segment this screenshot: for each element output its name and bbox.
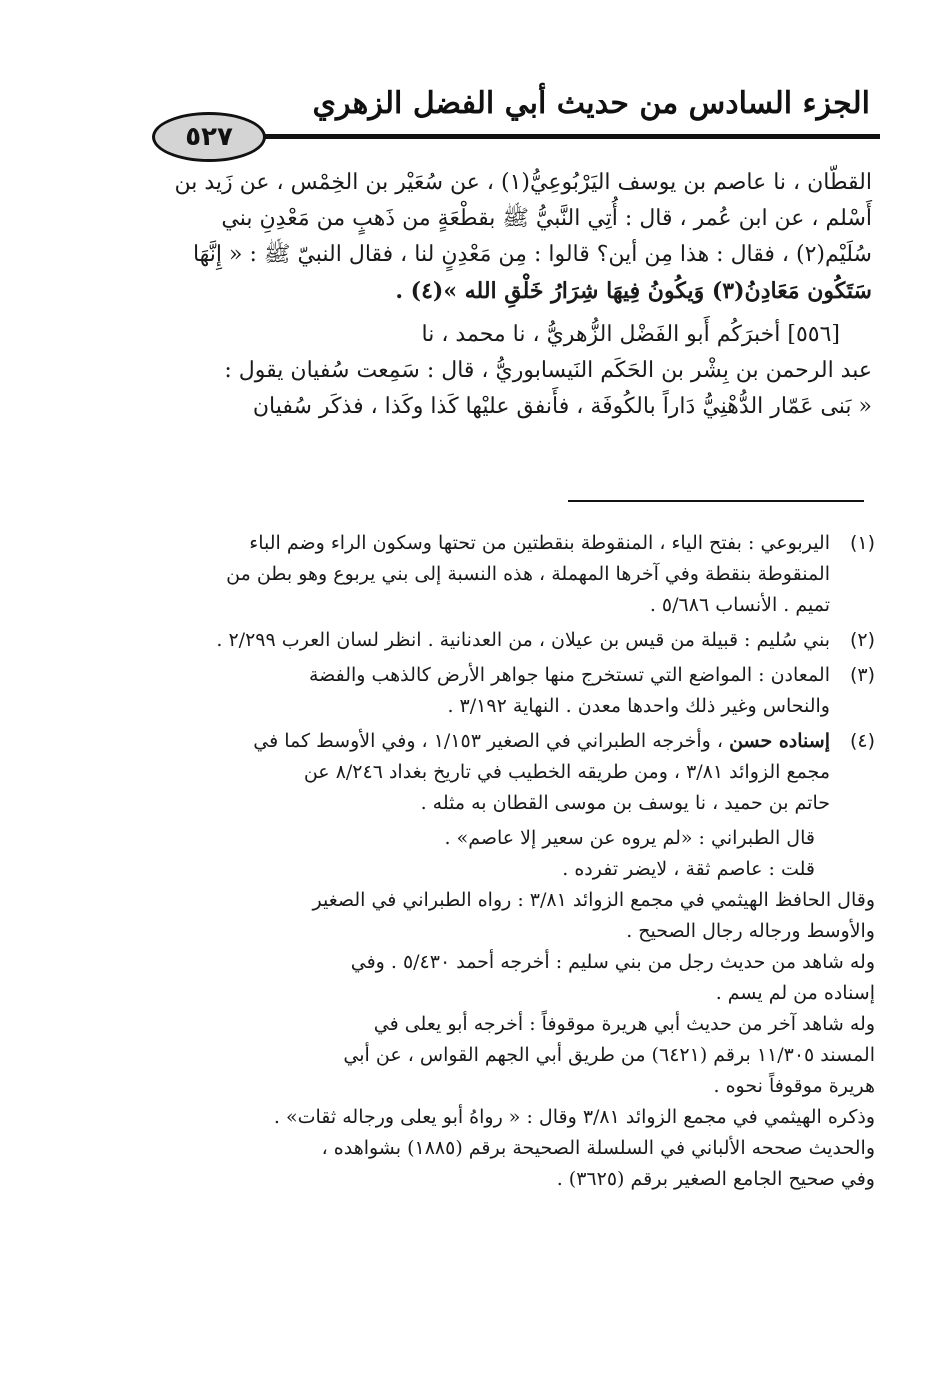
footnote-line: وقال الحافظ الهيثمي في مجمع الزوائد ٣/٨١ : رواه الطبراني في الصغير — [312, 889, 875, 911]
main-line: أَسْلم ، عن ابن عُمر ، قال : أُتِي النَّبيُّ ﷺ بقطْعَةٍ من ذَهبٍ من مَعْدِنِ بني — [221, 206, 872, 231]
footnote-line: إسناده من لم يسم . — [715, 982, 875, 1004]
footnote-line: والنحاس وغير ذلك واحدها معدن . النهاية ٣/١٩٢ . — [447, 695, 830, 717]
grading-label: إسناده حسن — [729, 730, 830, 752]
footnote-3 — [150, 660, 875, 722]
footnote-line: مجمع الزوائد ٣/٨١ ، ومن طريقه الخطيب في تاريخ بغداد ٨/٢٤٦ عن — [303, 761, 830, 783]
footnote-line: حاتم بن حميد ، نا يوسف بن موسى القطان به مثله . — [420, 792, 830, 814]
footnote-line: وفي صحيح الجامع الصغير برقم (٣٦٢٥) . — [556, 1168, 875, 1190]
header-rule — [250, 134, 880, 139]
footnote-number: (٣) — [849, 664, 875, 686]
footnote-line: وذكره الهيثمي في مجمع الزوائد ٣/٨١ وقال : « رواهُ أبو يعلى ورجاله ثقات» . — [273, 1106, 875, 1128]
footnote-line — [150, 726, 830, 757]
footnote-line: المنقوطة بنقطة وفي آخرها المهملة ، هذه النسبة إلى بني يربوع وهو بطن من — [226, 563, 830, 585]
hadith-556-line: [٥٥٦] أخبرَكُم أَبو الفَضْل الزُّهريُّ ، نا محمد ، نا — [421, 322, 840, 347]
hadith-556-line: « بَنى عَمّار الدُّهْنِيُّ دَاراً بالكُوفَة ، فأَنفق عليْها كَذا وكَذا ، فذكَر سُفيان — [252, 394, 872, 419]
footnote-line: اليربوعي : بفتح الياء ، المنقوطة بنقطتين من تحتها وسكون الراء وضم الباء — [249, 532, 830, 554]
footnote-line: تميم . الأنساب ٥/٦٨٦ . — [649, 594, 830, 616]
footnote-line: وله شاهد من حديث رجل من بني سليم : أخرجه أحمد ٥/٤٣٠ . وفي — [350, 951, 875, 973]
footnote-4 — [150, 726, 875, 819]
footnote-2 — [150, 625, 875, 656]
footnote-divider — [568, 500, 864, 502]
footnote-1 — [150, 528, 875, 621]
footnote-line: المعادن : المواضع التي تستخرج منها جواهر الأرض كالذهب والفضة — [308, 664, 830, 686]
footnote-number: (٤) — [849, 730, 875, 752]
footnote-line: والحديث صححه الألباني في السلسلة الصحيحة برقم (١٨٨٥) بشواهده ، — [321, 1137, 875, 1159]
footnote-line: بني سُليم : قبيلة من قيس بن عيلان ، من العدنانية . انظر لسان العرب ٢/٢٩٩ . — [216, 629, 830, 651]
footnote-line: قال الطبراني : «لم يروه عن سعير إلا عاصم» . — [444, 827, 815, 849]
main-line: القطّان ، نا عاصم بن يوسف اليَرْبُوعِيُّ(١) ، عن سُعَيْر بن الخِمْس ، عن زَيد بن — [174, 170, 872, 195]
footnote-line: والأوسط ورجاله رجال الصحيح . — [626, 920, 875, 942]
running-title: الجزء السادس من حديث أبي الفضل الزهري — [312, 86, 870, 121]
footnotes — [150, 528, 875, 1195]
page-number-badge: ٥٢٧ — [152, 112, 266, 162]
main-text — [150, 165, 872, 425]
main-line: سَتَكُون مَعَادِنُ(٣) وَيكُونُ فِيهَا شِرَارُ خَلْقِ الله »(٤) . — [395, 278, 872, 304]
footnote-line: المسند ١١/٣٠٥ برقم (٦٤٢١) من طريق أبي الجهم القواس ، عن أبي — [343, 1044, 875, 1066]
footnote-text: ، وأخرجه الطبراني في الصغير ١/١٥٣ ، وفي الأوسط كما في — [253, 730, 724, 752]
footnote-line: قلت : عاصم ثقة ، لايضر تفرده . — [562, 858, 815, 880]
running-header — [120, 78, 880, 158]
footnote-line: هريرة موقوفاً نحوه . — [713, 1075, 875, 1097]
footnote-number: (٢) — [849, 629, 875, 651]
footnote-number: (١) — [849, 532, 875, 554]
main-line: سُلَيْم(٢) ، فقال : هذا مِن أين؟ قالوا : مِن مَعْدِنٍ لنا ، فقال النبيّ ﷺ : « إِنَّهَا — [192, 242, 872, 267]
footnote-line: وله شاهد آخر من حديث أبي هريرة موقوفاً : أخرجه أبو يعلى في — [373, 1013, 875, 1035]
hadith-556-line: عبد الرحمن بن بِشْر بن الحَكَم النَيسابوريُّ ، قال : سَمِعت سُفيان يقول : — [224, 358, 872, 383]
